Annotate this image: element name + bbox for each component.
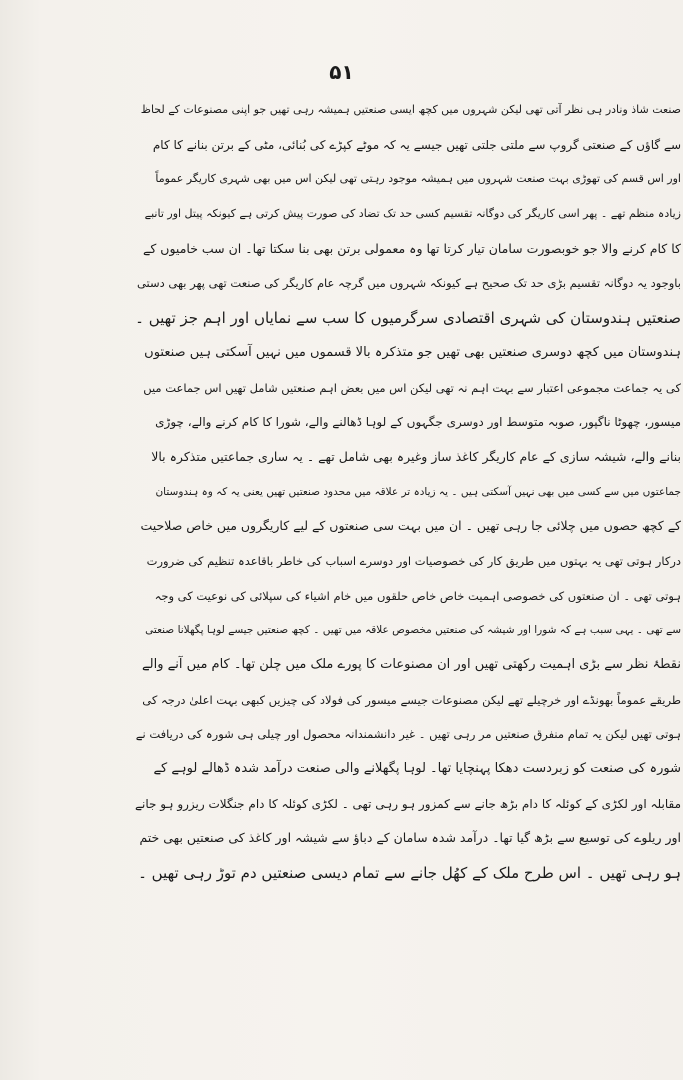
text-line: شورہ کی صنعت کو زبردست دھکا پہنچایا تھا۔ لوہا پگھلانے والی صنعت درآمد شدہ ڈھالے لوہے کے [153, 761, 681, 777]
paragraph-2 [134, 336, 681, 891]
text-line: سے گاؤں کے صنعتی گروپ سے ملتی جلتی تھیں جیسے یہ کہ موٹے کپڑے کی بُنائی، مٹی کے برتن بنانے کا کام [152, 137, 681, 152]
text-line: درکار ہوتی تھی یہ بہتوں میں طریق کار کی خصوصیات اور دوسرے اسباب کی خاطر باقاعدہ تنظیم کی ضرورت [146, 553, 681, 568]
text-line: ہندوستان میں کچھ دوسری صنعتیں بھی تھیں جو متذکرہ بالا قسموں میں نہیں آسکتی ہیں صنعتوں [144, 344, 681, 360]
page-number: ۵۱ [329, 60, 354, 84]
text-line: باوجود یہ دوگانہ تقسیم بڑی حد تک صحیح ہے کیونکہ شہروں میں گرچہ عام کاریگر کی صنعت تھی پھر بھی دستی [136, 276, 681, 291]
text-line: اور ریلوے کی توسیع سے بڑھ گیا تھا۔ درآمد شدہ سامان کے دباؤ سے شیشہ اور کاغذ کی صنعتیں بھی ختم [139, 830, 681, 846]
text-line: کے کچھ حصوں میں چلائی جا رہی تھیں ۔ ان میں بہت سی صنعتوں کے لیے کاریگروں میں خاص صلاحیت [140, 518, 681, 534]
paragraph-1 [134, 93, 681, 336]
text-line: صنعتیں ہندوستان کی شہری اقتصادی سرگرمیوں کا سب سے نمایاں اور اہم جز تھیں ۔ [135, 309, 681, 328]
text-line: بنانے والے، شیشہ سازی کے عام کاریگر کاغذ ساز وغیرہ بھی شامل تھے ۔ یہ ساری جماعتیں متذکرہ بالا [151, 448, 681, 464]
text-line: اور اس قسم کی تھوڑی بہت صنعت شہروں میں ہمیشہ موجود رہتی تھی لیکن اس میں بھی شہری کاریگر عموماً [155, 172, 681, 186]
body-text [134, 93, 681, 891]
text-line: طریقے عموماً بھونڈے اور خرچیلے تھے لیکن مصنوعات جیسے میسور کی فولاد کی چیزیں کبھی بہت اعلیٰ درجہ کی [142, 692, 681, 707]
text-line: سے تھی ۔ یہی سبب ہے کہ شورا اور شیشہ کی صنعتیں مخصوص علاقہ میں تھیں ۔ کچھ صنعتیں جیسے لوہا پگھلانا صنعتی [145, 624, 681, 637]
text-line: مقابلہ اور لکڑی کے کوئلہ کا دام بڑھ جانے سے کمزور ہو رہی تھی ۔ لکڑی کوئلہ کا دام جنگلات ریزرو ہو جانے [135, 796, 681, 811]
text-line: جماعتوں میں سے کسی میں بھی نہیں آسکتی ہیں ۔ یہ زیادہ تر علاقہ میں محدود صنعتیں تھیں یعنی یہ کہ وہ ہندوستان [155, 485, 681, 498]
text-line: نقطۂ نظر سے بڑی اہمیت رکھتی تھیں اور ان مصنوعات کا پورے ملک میں چلن تھا۔ کام میں آنے والے [142, 657, 681, 672]
text-line: کا کام کرنے والا جو خوبصورت سامان تیار کرتا تھا وہ معمولی برتن بھی بنا سکتا تھا۔ ان سب خامیوں کے [143, 240, 681, 256]
text-line: کی یہ جماعت مجموعی اعتبار سے بہت اہم نہ تھی لیکن اس میں بعض اہم صنعتیں شامل تھیں اس جماعت میں [143, 380, 681, 395]
text-line: ہو رہی تھیں ۔ اس طرح ملک کے کھُل جانے سے تمام دیسی صنعتیں دم توڑ رہی تھیں ۔ [138, 864, 681, 883]
text-line: میسور، چھوٹا ناگپور، صوبہ متوسط اور دوسری جگہوں کے لوہا ڈھالنے والے، شورا کا کام کرنے والے، چوڑی [155, 415, 681, 430]
text-line: ہوتی تھیں لیکن یہ تمام منفرق صنعتیں مر رہی تھیں ۔ غیر دانشمندانہ محصول اور چیلی ہی شورہ کی دریافت نے [135, 727, 681, 742]
text-line: زیادہ منظم تھے ۔ پھر اسی کاریگر کی دوگانہ تقسیم کسی حد تک تضاد کی صورت پیش کرتی ہے کیونکہ پیتل اور تانبے [144, 207, 681, 221]
text-line: صنعت شاذ ونادر ہی نظر آتی تھی لیکن شہروں میں کچھ ایسی صنعتیں ہمیشہ رہی تھیں جو اپنی مصنوعات کے لحاظ [140, 103, 681, 116]
text-line: ہوتی تھی ۔ ان صنعتوں کی خصوصی اہمیت خاص خاص حلقوں میں خام اشیاء کی سپلائی کی نوعیت کی وجہ [154, 588, 681, 603]
